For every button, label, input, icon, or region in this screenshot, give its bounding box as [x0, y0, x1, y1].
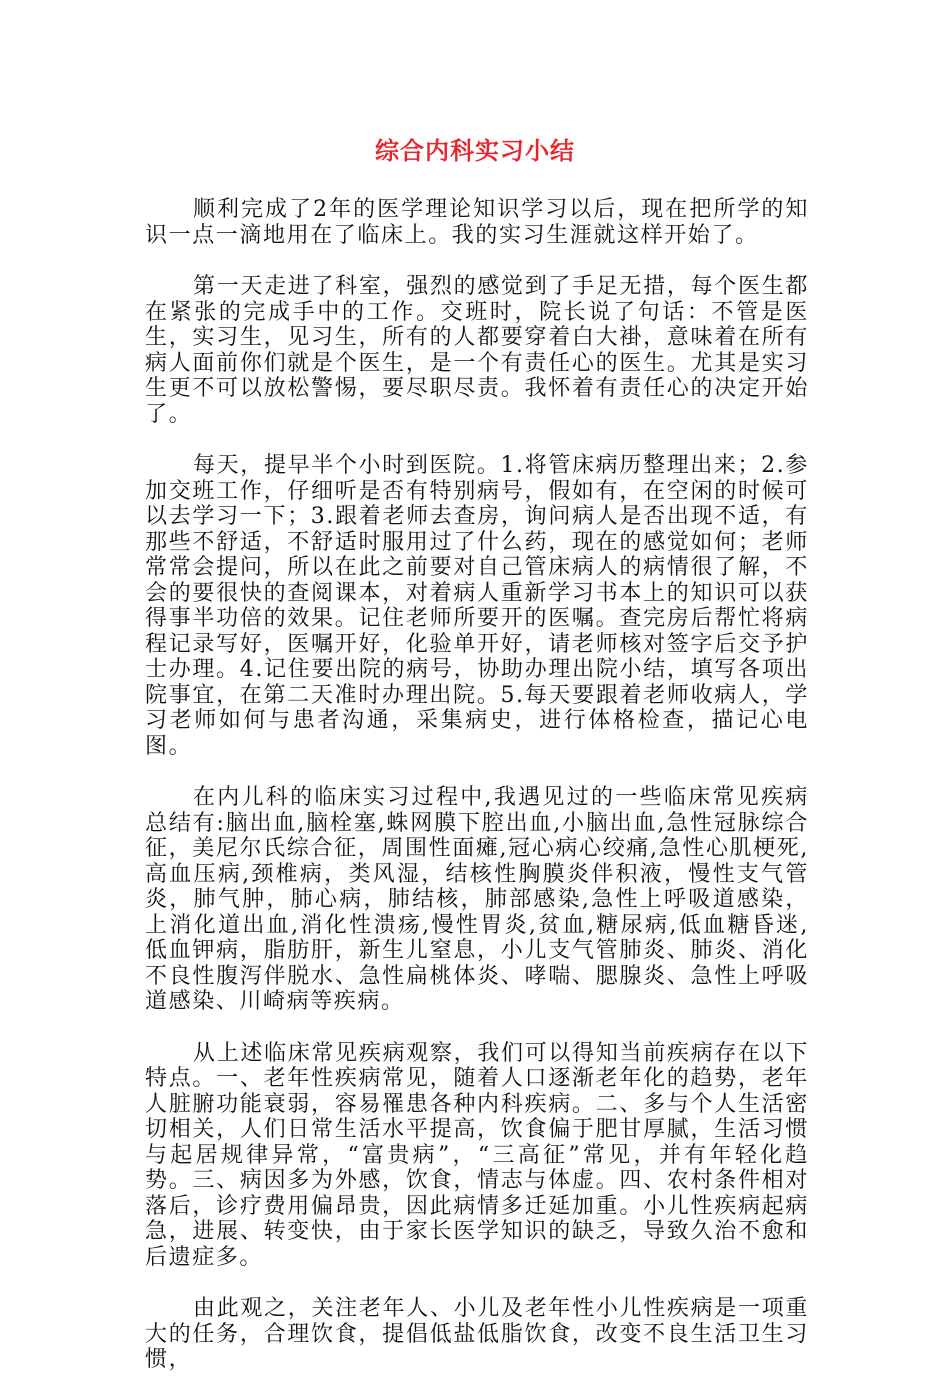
- document-body: [145, 197, 809, 1399]
- paragraph-5: 从上述临床常见疾病观察，我们可以得知当前疾病存在以下特点。一、老年性疾病常见，随着人口逐渐老年化的趋势，老年人脏腑功能衰弱，容易罹患各种内科疾病。二、多与个人生活密切相关，人们日常生活水平提高，饮食偏于肥甘厚腻，生活习惯与起居规律异常，“富贵病”，“三高征”常见，并有年轻化趋势。三、病因多为外感，饮食，情志与体虚。四、农村条件相对落后，诊疗费用偏昂贵，因此病情多迁延加重。小儿性疾病起病急，进展、转变快，由于家长医学知识的缺乏，导致久治不愈和后遗症多。: [145, 1040, 809, 1270]
- paragraph-2: 第一天走进了科室，强烈的感觉到了手足无措，每个医生都在紧张的完成手中的工作。交班时，院长说了句话：不管是医生，实习生，见习生，所有的人都要穿着白大褂，意味着在所有病人面前你们就是个医生，是一个有责任心的医生。尤其是实习生更不可以放松警惕，要尽职尽责。我怀着有责任心的决定开始了。: [145, 274, 809, 427]
- paragraph-3: 每天，提早半个小时到医院。1.将管床病历整理出来；2.参加交班工作，仔细听是否有特别病号，假如有，在空闲的时候可以去学习一下；3.跟着老师去查房，询问病人是否出现不适，有那些不舒适，不舒适时服用过了什么药，现在的感觉如何；老师常常会提问，所以在此之前要对自己管床病人的病情很了解，不会的要很快的查阅课本，对着病人重新学习书本上的知识可以获得事半功倍的效果。记住老师所要开的医嘱。查完房后帮忙将病程记录写好，医嘱开好，化验单开好，请老师核对签字后交予护士办理。4.记住要出院的病号，协助办理出院小结，填写各项出院事宜，在第二天准时办理出院。5.每天要跟着老师收病人，学习老师如何与患者沟通，采集病史，进行体格检查，描记心电图。: [145, 453, 809, 759]
- paragraph-4: 在内儿科的临床实习过程中,我遇见过的一些临床常见疾病总结有:脑出血,脑栓塞,蛛网膜下腔出血,小脑出血,急性冠脉综合征，美尼尔氏综合征，周围性面瘫,冠心病心绞痛,急性心肌梗死,高血压病,颈椎病，类风湿，结核性胸膜炎伴积液，慢性支气管炎，肺气肿，肺心病，肺结核，肺部感染,急性上呼吸道感染，上消化道出血,消化性溃疡,慢性胃炎,贫血,糖尿病,低血糖昏迷,低血钾病，脂肪肝，新生儿窒息，小儿支气管肺炎、肺炎、消化不良性腹泻伴脱水、急性扁桃体炎、哮喘、腮腺炎、急性上呼吸道感染、川崎病等疾病。: [145, 785, 809, 1014]
- paragraph-6: 由此观之，关注老年人、小儿及老年性小儿性疾病是一项重大的任务，合理饮食，提倡低盐低脂饮食，改变不良生活卫生习惯，: [145, 1296, 809, 1372]
- page-title: 综合内科实习小结: [375, 137, 575, 165]
- paragraph-1: 顺利完成了2年的医学理论知识学习以后，现在把所学的知识一点一滴地用在了临床上。我的实习生涯就这样开始了。: [145, 197, 809, 248]
